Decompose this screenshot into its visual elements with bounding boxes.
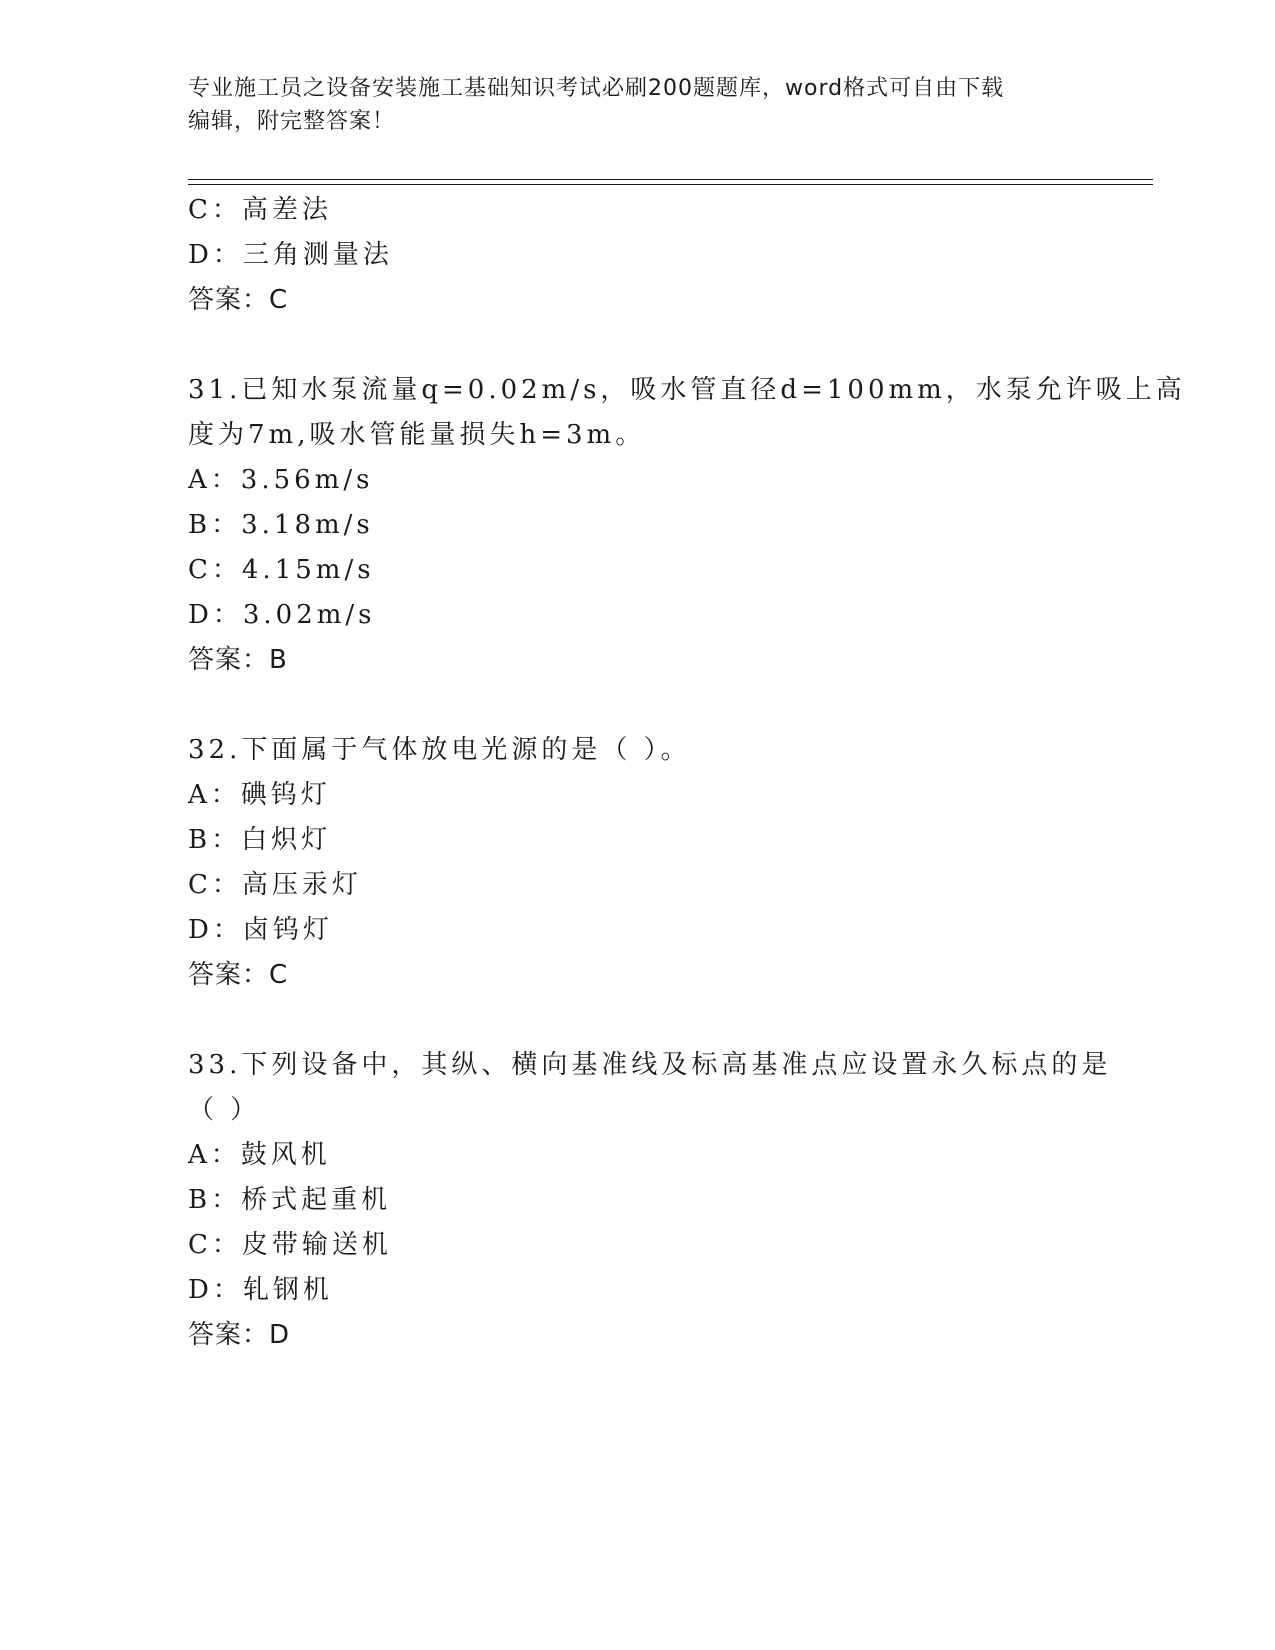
header-line-1: 专业施工员之设备安装施工基础知识考试必刷200题题库，word格式可自由下载 [188, 76, 1005, 101]
q30-answer: 答案：C [188, 285, 289, 315]
q33-stem-line-1: 33.下列设备中，其纵、横向基准线及标高基准点应设置永久标点的是 [188, 1050, 1112, 1080]
q32-stem: 32.下面属于气体放电光源的是（ ）。 [188, 735, 691, 765]
header-line-2: 编辑，附完整答案！ [188, 109, 396, 134]
q32-option-d: D：卤钨灯 [188, 915, 333, 945]
q30-option-d: D：三角测量法 [188, 240, 393, 270]
q33-option-b: B：桥式起重机 [188, 1185, 392, 1215]
q31-answer: 答案：B [188, 645, 288, 675]
q33-answer: 答案：D [188, 1320, 291, 1350]
q31-option-c: C：4.15m/s [188, 555, 375, 585]
header-divider-top [188, 179, 1153, 180]
q31-option-d: D：3.02m/s [188, 600, 376, 630]
q33-stem-line-2: （ ） [188, 1095, 261, 1125]
q32-answer: 答案：C [188, 960, 289, 990]
q33-option-c: C：皮带输送机 [188, 1230, 392, 1260]
header-divider-bottom [188, 184, 1153, 185]
q30-option-c: C：高差法 [188, 195, 332, 225]
document-header [188, 72, 1088, 138]
q31-stem-line-1: 31.已知水泵流量q=0.02m/s，吸水管直径d=100mm，水泵允许吸上高 [188, 375, 1186, 405]
q31-option-a: A：3.56m/s [188, 465, 374, 495]
q33-option-a: A：鼓风机 [188, 1140, 331, 1170]
q32-option-c: C：高压汞灯 [188, 870, 362, 900]
q33-option-d: D：轧钢机 [188, 1275, 333, 1305]
q32-option-b: B：白炽灯 [188, 825, 332, 855]
q32-option-a: A：碘钨灯 [188, 780, 331, 810]
q31-option-b: B：3.18m/s [188, 510, 374, 540]
q31-stem-line-2: 度为7m,吸水管能量损失h=3m。 [188, 420, 646, 450]
